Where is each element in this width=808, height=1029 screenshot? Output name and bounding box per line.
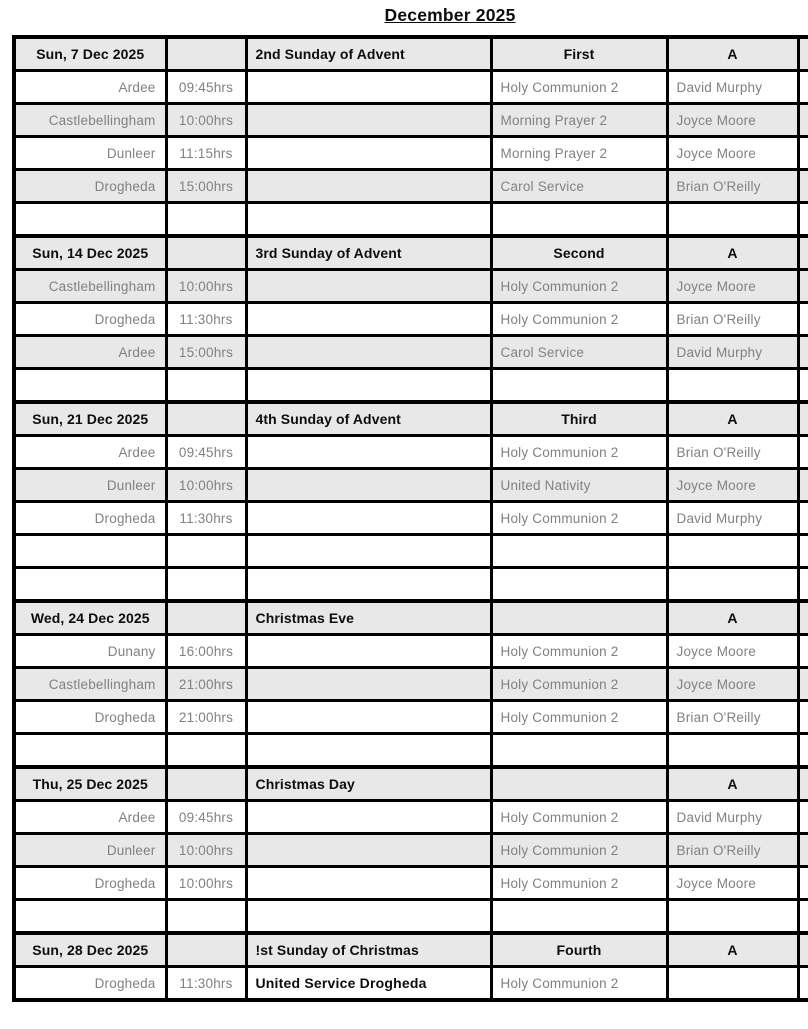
reading-cell: Fourth (491, 933, 667, 967)
spacer-row (14, 568, 808, 602)
minister-cell: Brian O'Reilly (667, 303, 798, 336)
note-cell (246, 104, 491, 137)
time-cell (166, 767, 246, 801)
time-cell (166, 402, 246, 436)
service-type-cell: Holy Communion 2 (491, 502, 667, 535)
service-type-cell: Morning Prayer 2 (491, 104, 667, 137)
service-type-cell: Holy Communion 2 (491, 967, 667, 1001)
overflow-cell (798, 336, 808, 369)
location-cell: Castlebellingham (14, 668, 166, 701)
minister-cell: David Murphy (667, 71, 798, 104)
date-cell: Sun, 14 Dec 2025 (14, 236, 166, 270)
date-header-row (14, 37, 808, 71)
overflow-cell (798, 469, 808, 502)
time-cell: 10:00hrs (166, 104, 246, 137)
overflow-cell (798, 71, 808, 104)
service-type-cell: Morning Prayer 2 (491, 137, 667, 170)
time-cell: 15:00hrs (166, 170, 246, 203)
note-cell (246, 801, 491, 834)
overflow-cell (798, 436, 808, 469)
minister-cell: Joyce Moore (667, 867, 798, 900)
overflow-cell (798, 867, 808, 900)
service-type-cell: Holy Communion 2 (491, 436, 667, 469)
time-cell (166, 236, 246, 270)
overflow-cell (798, 37, 808, 71)
time-cell: 11:30hrs (166, 502, 246, 535)
time-cell: 15:00hrs (166, 336, 246, 369)
note-cell (246, 436, 491, 469)
date-cell: Thu, 25 Dec 2025 (14, 767, 166, 801)
overflow-cell (798, 104, 808, 137)
service-type-cell: Holy Communion 2 (491, 867, 667, 900)
spacer-row (14, 734, 808, 768)
note-cell (246, 502, 491, 535)
time-cell: 09:45hrs (166, 436, 246, 469)
service-row (14, 502, 808, 535)
minister-cell: Joyce Moore (667, 635, 798, 668)
time-cell: 11:30hrs (166, 967, 246, 1001)
overflow-cell (798, 303, 808, 336)
location-cell: Dunany (14, 635, 166, 668)
service-type-cell: Holy Communion 2 (491, 801, 667, 834)
spacer-row (14, 369, 808, 403)
occasion-cell: Christmas Eve (246, 601, 491, 635)
overflow-cell (798, 635, 808, 668)
service-type-cell: Holy Communion 2 (491, 303, 667, 336)
location-cell: Drogheda (14, 701, 166, 734)
occasion-cell: 3rd Sunday of Advent (246, 236, 491, 270)
note-cell (246, 834, 491, 867)
minister-cell (667, 967, 798, 1001)
time-cell: 10:00hrs (166, 270, 246, 303)
year-cell: A (667, 601, 798, 635)
service-row (14, 436, 808, 469)
time-cell: 11:15hrs (166, 137, 246, 170)
overflow-cell (798, 236, 808, 270)
minister-cell: David Murphy (667, 336, 798, 369)
spacer-row (14, 535, 808, 568)
minister-cell: Brian O'Reilly (667, 834, 798, 867)
service-type-cell: Holy Communion 2 (491, 834, 667, 867)
service-row (14, 867, 808, 900)
location-cell: Drogheda (14, 502, 166, 535)
date-cell: Sun, 7 Dec 2025 (14, 37, 166, 71)
note-cell (246, 303, 491, 336)
service-row (14, 469, 808, 502)
location-cell: Dunleer (14, 137, 166, 170)
service-type-cell: Holy Communion 2 (491, 635, 667, 668)
service-type-cell: Carol Service (491, 336, 667, 369)
date-header-row (14, 601, 808, 635)
location-cell: Ardee (14, 801, 166, 834)
spacer-row (14, 203, 808, 237)
note-cell (246, 635, 491, 668)
date-header-row (14, 767, 808, 801)
note-cell (246, 71, 491, 104)
time-cell: 21:00hrs (166, 668, 246, 701)
overflow-cell (798, 801, 808, 834)
service-row (14, 967, 808, 1001)
minister-cell: Joyce Moore (667, 469, 798, 502)
time-cell (166, 933, 246, 967)
service-type-cell: United Nativity (491, 469, 667, 502)
time-cell: 09:45hrs (166, 71, 246, 104)
overflow-cell (798, 767, 808, 801)
service-row (14, 104, 808, 137)
service-row (14, 71, 808, 104)
service-type-cell: Carol Service (491, 170, 667, 203)
date-header-row (14, 236, 808, 270)
time-cell: 10:00hrs (166, 867, 246, 900)
overflow-cell (798, 668, 808, 701)
year-cell: A (667, 402, 798, 436)
minister-cell: David Murphy (667, 502, 798, 535)
date-cell: Sun, 21 Dec 2025 (14, 402, 166, 436)
service-row (14, 701, 808, 734)
reading-cell: Third (491, 402, 667, 436)
minister-cell: David Murphy (667, 801, 798, 834)
location-cell: Drogheda (14, 303, 166, 336)
service-row (14, 668, 808, 701)
note-cell (246, 469, 491, 502)
service-rota-table (12, 35, 808, 1002)
location-cell: Castlebellingham (14, 104, 166, 137)
reading-cell: Second (491, 236, 667, 270)
reading-cell (491, 767, 667, 801)
page-title: December 2025 (384, 5, 516, 25)
note-cell (246, 336, 491, 369)
note-cell (246, 170, 491, 203)
date-cell: Wed, 24 Dec 2025 (14, 601, 166, 635)
location-cell: Drogheda (14, 867, 166, 900)
occasion-cell: !st Sunday of Christmas (246, 933, 491, 967)
location-cell: Ardee (14, 436, 166, 469)
time-cell: 10:00hrs (166, 469, 246, 502)
time-cell (166, 601, 246, 635)
occasion-cell: 2nd Sunday of Advent (246, 37, 491, 71)
service-type-cell: Holy Communion 2 (491, 668, 667, 701)
year-cell: A (667, 767, 798, 801)
location-cell: Drogheda (14, 170, 166, 203)
location-cell: Drogheda (14, 967, 166, 1001)
note-cell (246, 701, 491, 734)
reading-cell: First (491, 37, 667, 71)
minister-cell: Joyce Moore (667, 137, 798, 170)
service-type-cell: Holy Communion 2 (491, 701, 667, 734)
reading-cell (491, 601, 667, 635)
date-header-row (14, 402, 808, 436)
document-page (0, 5, 808, 1002)
location-cell: Castlebellingham (14, 270, 166, 303)
service-row (14, 137, 808, 170)
note-cell (246, 867, 491, 900)
overflow-cell (798, 502, 808, 535)
occasion-cell: 4th Sunday of Advent (246, 402, 491, 436)
service-row (14, 303, 808, 336)
time-cell: 10:00hrs (166, 834, 246, 867)
service-row (14, 270, 808, 303)
note-cell (246, 137, 491, 170)
note-cell: United Service Drogheda (246, 967, 491, 1001)
minister-cell: Brian O'Reilly (667, 436, 798, 469)
overflow-cell (798, 967, 808, 1001)
year-cell: A (667, 236, 798, 270)
time-cell: 16:00hrs (166, 635, 246, 668)
overflow-cell (798, 170, 808, 203)
note-cell (246, 270, 491, 303)
location-cell: Dunleer (14, 469, 166, 502)
location-cell: Ardee (14, 336, 166, 369)
service-row (14, 170, 808, 203)
overflow-cell (798, 933, 808, 967)
note-cell (246, 668, 491, 701)
overflow-cell (798, 402, 808, 436)
occasion-cell: Christmas Day (246, 767, 491, 801)
overflow-cell (798, 137, 808, 170)
minister-cell: Joyce Moore (667, 668, 798, 701)
service-row (14, 336, 808, 369)
service-row (14, 834, 808, 867)
minister-cell: Brian O'Reilly (667, 701, 798, 734)
date-header-row (14, 933, 808, 967)
service-row (14, 635, 808, 668)
minister-cell: Joyce Moore (667, 104, 798, 137)
date-cell: Sun, 28 Dec 2025 (14, 933, 166, 967)
time-cell: 09:45hrs (166, 801, 246, 834)
overflow-cell (798, 270, 808, 303)
year-cell: A (667, 933, 798, 967)
service-row (14, 801, 808, 834)
spacer-row (14, 900, 808, 934)
service-type-cell: Holy Communion 2 (491, 71, 667, 104)
year-cell: A (667, 37, 798, 71)
minister-cell: Joyce Moore (667, 270, 798, 303)
time-cell: 11:30hrs (166, 303, 246, 336)
service-type-cell: Holy Communion 2 (491, 270, 667, 303)
overflow-cell (798, 601, 808, 635)
overflow-cell (798, 834, 808, 867)
location-cell: Ardee (14, 71, 166, 104)
time-cell: 21:00hrs (166, 701, 246, 734)
time-cell (166, 37, 246, 71)
overflow-cell (798, 701, 808, 734)
minister-cell: Brian O'Reilly (667, 170, 798, 203)
location-cell: Dunleer (14, 834, 166, 867)
